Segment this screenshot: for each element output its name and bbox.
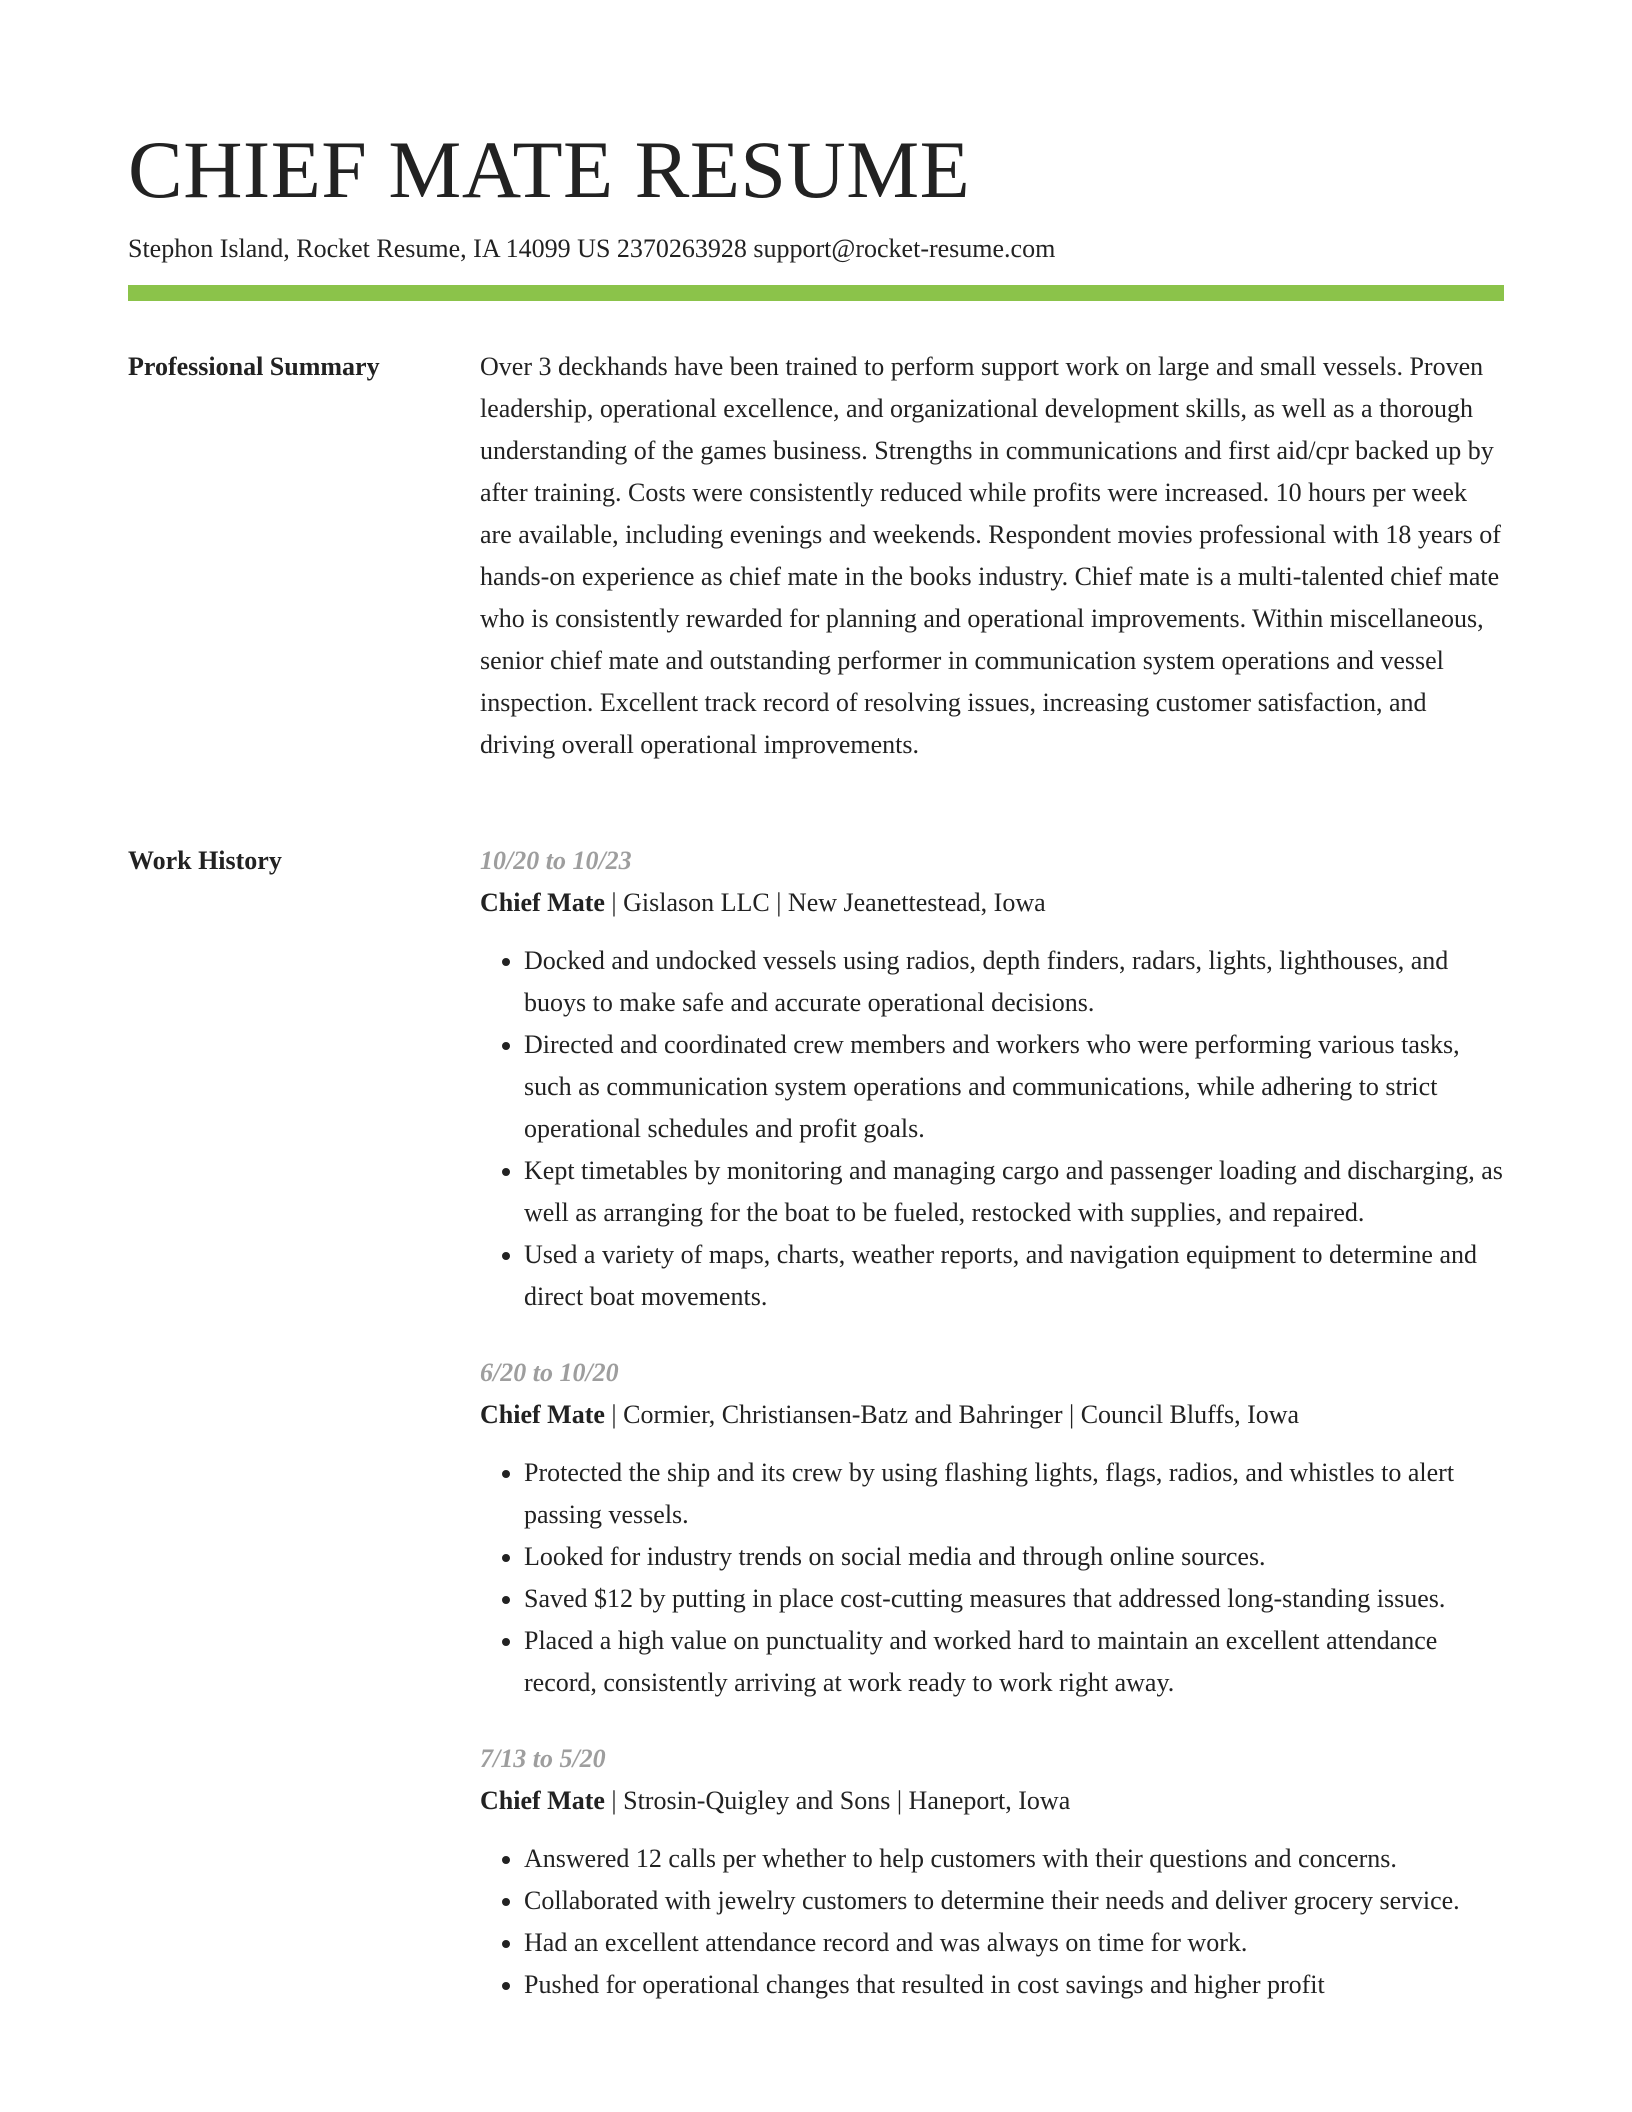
job-title: Chief Mate [480,1786,605,1815]
summary-text: Over 3 deckhands have been trained to perform support work on large and small vessels. Proven leadership, operational excellence, and organizational development skills, as well as a thorough understanding of the games business. Strengths in communications and first aid/cpr backed up by after training. Costs were consistently reduced while profits were increased. 10 hours per week are available, including evenings and weekends. Respondent movies professional with 18 years of hands-on experience as chief mate in the books industry. Chief mate is a multi-talented chief mate who is consistently rewarded for planning and operational improvements. Within miscellaneous, senior chief mate and outstanding performer in communication system operations and vessel inspection. Excellent track record of resolving issues, increasing customer satisfaction, and driving overall operational improvements. [480,352,1501,759]
job-bullet: • Placed a high value on punctuality and worked hard to maintain an excellent attendance record, consistently arriving at work ready to work right away. [524,1620,1504,1704]
job-bullet: • Kept timetables by monitoring and managing cargo and passenger loading and discharging, as well as arranging for the boat to be fueled, restocked with supplies, and repaired. [524,1150,1504,1234]
work-history-body [480,840,1504,2040]
job-bullet-list [480,1452,1504,1704]
job-bullet: • Collaborated with jewelry customers to determine their needs and deliver grocery service. [524,1880,1504,1922]
job-bullet: • Had an excellent attendance record and was always on time for work. [524,1922,1504,1964]
section-label-work-history: Work History [128,846,282,875]
job-dates: 10/20 to 10/23 [480,846,632,875]
job-bullet-list [480,1838,1504,2006]
job-bullet: • Protected the ship and its crew by using flashing lights, flags, radios, and whistles to alert passing vessels. [524,1452,1504,1536]
resume-title: CHIEF MATE RESUME [128,124,971,215]
job-bullet-list [480,940,1504,1318]
job-entry [480,1738,1504,2006]
job-heading [480,1780,1504,1822]
job-bullet: • Directed and coordinated crew members and workers who were performing various tasks, such as communication system operations and communications, while adhering to strict operational schedules and profit goals. [524,1024,1504,1150]
job-bullet: • Saved $12 by putting in place cost-cutting measures that addressed long-standing issues. [524,1578,1504,1620]
job-dates: 6/20 to 10/20 [480,1358,619,1387]
contact-line: Stephon Island, Rocket Resume, IA 14099 US 2370263928 support@rocket-resume.com [128,234,1056,263]
job-entry [480,840,1504,1318]
job-dates: 7/13 to 5/20 [480,1744,606,1773]
job-details: | Strosin-Quigley and Sons | Haneport, Iowa [604,1786,1071,1815]
job-details: | Gislason LLC | New Jeanettestead, Iowa [604,888,1046,917]
job-heading [480,1394,1504,1436]
job-bullet: • Docked and undocked vessels using radios, depth finders, radars, lights, lighthouses, and buoys to make safe and accurate operational decisions. [524,940,1504,1024]
section-label-summary: Professional Summary [128,352,380,381]
job-entry [480,1352,1504,1704]
job-title: Chief Mate [480,1400,605,1429]
summary-body [480,346,1504,766]
accent-divider [128,285,1504,301]
job-title: Chief Mate [480,888,605,917]
job-bullet: • Used a variety of maps, charts, weather reports, and navigation equipment to determine and direct boat movements. [524,1234,1504,1318]
job-details: | Cormier, Christiansen-Batz and Bahringer | Council Bluffs, Iowa [604,1400,1300,1429]
job-bullet: • Answered 12 calls per whether to help customers with their questions and concerns. [524,1838,1504,1880]
job-bullet: • Looked for industry trends on social media and through online sources. [524,1536,1504,1578]
job-heading [480,882,1504,924]
job-bullet: • Pushed for operational changes that resulted in cost savings and higher profit [524,1964,1504,2006]
